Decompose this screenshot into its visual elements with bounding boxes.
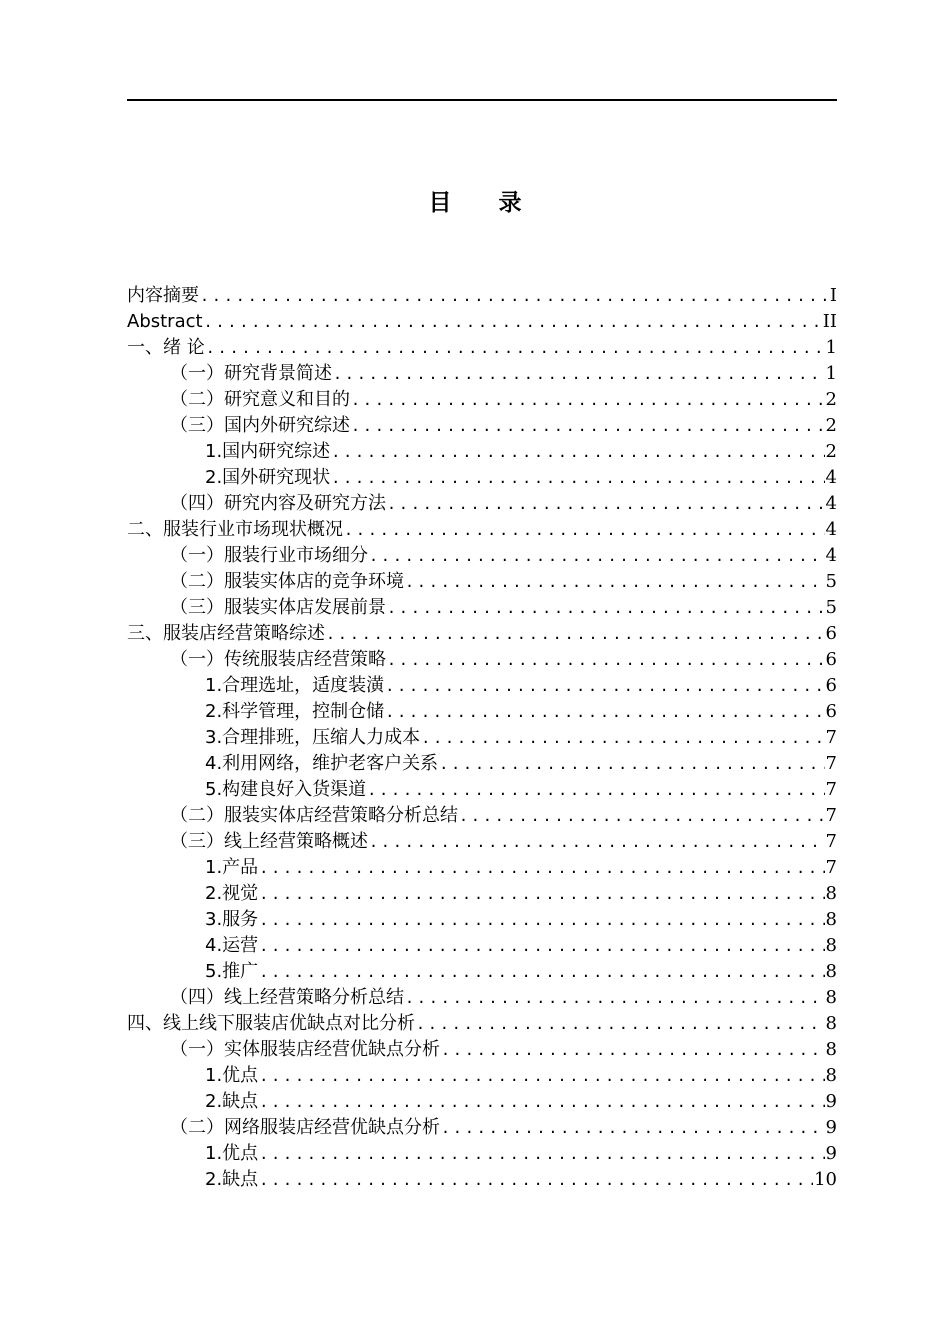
toc-entry-title: 2.缺点 bbox=[205, 1091, 259, 1112]
toc-entry[interactable] bbox=[127, 881, 837, 907]
toc-entry-title: （二）服装实体店经营策略分析总结 bbox=[170, 805, 458, 826]
toc-entry[interactable] bbox=[127, 569, 837, 595]
toc-entry-page: 7 bbox=[825, 831, 837, 852]
toc-entry-title: 1.产品 bbox=[205, 857, 259, 878]
toc-entry-title: 4.利用网络，维护老客户关系 bbox=[205, 753, 439, 774]
toc-entry[interactable] bbox=[127, 1063, 837, 1089]
toc-leader-dots bbox=[439, 751, 824, 777]
toc-entry-page: 4 bbox=[825, 545, 837, 566]
toc-entry[interactable] bbox=[127, 855, 837, 881]
toc-leader-dots bbox=[333, 361, 825, 387]
toc-entry-page: II bbox=[822, 311, 837, 332]
toc-entry-page: 8 bbox=[825, 1039, 837, 1060]
toc-entry[interactable] bbox=[127, 387, 837, 413]
toc-leader-dots bbox=[459, 803, 825, 829]
toc-entry[interactable] bbox=[127, 829, 837, 855]
toc-entry-title: （三）线上经营策略概述 bbox=[170, 831, 368, 852]
toc-entry-title: 2.视觉 bbox=[205, 883, 259, 904]
toc-entry-title: 四、线上线下服装店优缺点对比分析 bbox=[127, 1013, 415, 1034]
toc-entry-title: （一）传统服装店经营策略 bbox=[170, 649, 386, 670]
toc-entry[interactable] bbox=[127, 725, 837, 751]
toc-leader-dots bbox=[405, 985, 825, 1011]
toc-entry[interactable] bbox=[127, 985, 837, 1011]
toc-entry-page: 7 bbox=[825, 805, 837, 826]
toc-entry[interactable] bbox=[127, 1141, 837, 1167]
toc-entry[interactable] bbox=[127, 491, 837, 517]
toc-leader-dots bbox=[344, 517, 825, 543]
toc-leader-dots bbox=[385, 673, 824, 699]
toc-entry[interactable] bbox=[127, 465, 837, 491]
toc-entry[interactable] bbox=[127, 777, 837, 803]
toc-leader-dots bbox=[441, 1115, 825, 1141]
toc-entry[interactable] bbox=[127, 335, 837, 361]
toc-entry-page: 8 bbox=[825, 935, 837, 956]
toc-entry[interactable] bbox=[127, 959, 837, 985]
toc-leader-dots bbox=[441, 1037, 825, 1063]
toc-entry-title: （二）研究意义和目的 bbox=[170, 389, 350, 410]
toc-entry-title: 5.构建良好入货渠道 bbox=[205, 779, 367, 800]
toc-entry-page: 10 bbox=[814, 1169, 837, 1190]
toc-entry-title: （三）服装实体店发展前景 bbox=[170, 597, 386, 618]
toc-entry[interactable] bbox=[127, 673, 837, 699]
toc-entry-page: 8 bbox=[825, 883, 837, 904]
toc-leader-dots bbox=[351, 413, 825, 439]
toc-entry-title: （一）服装行业市场细分 bbox=[170, 545, 368, 566]
toc-entry-page: 2 bbox=[825, 389, 837, 410]
toc-entry[interactable] bbox=[127, 1167, 837, 1193]
toc-entry-page: 6 bbox=[825, 701, 837, 722]
toc-entry-title: 4.运营 bbox=[205, 935, 259, 956]
toc-entry-page: 5 bbox=[825, 597, 837, 618]
toc-entry-title: （三）国内外研究综述 bbox=[170, 415, 350, 436]
toc-entry-title: 一、绪 论 bbox=[127, 337, 205, 358]
toc-entry-title: 1.优点 bbox=[205, 1065, 259, 1086]
toc-entry-page: 2 bbox=[825, 415, 837, 436]
toc-entry-page: 6 bbox=[825, 649, 837, 670]
toc-entry-title: Abstract bbox=[127, 311, 203, 332]
toc-entry[interactable] bbox=[127, 803, 837, 829]
toc-entry-page: 9 bbox=[825, 1091, 837, 1112]
toc-entry[interactable] bbox=[127, 751, 837, 777]
toc-entry-page: 8 bbox=[825, 1065, 837, 1086]
toc-leader-dots bbox=[385, 699, 824, 725]
toc-entry-page: 4 bbox=[825, 493, 837, 514]
toc-leader-dots bbox=[259, 907, 824, 933]
toc-entry[interactable] bbox=[127, 907, 837, 933]
page-title: 目录 bbox=[428, 190, 569, 216]
toc-leader-dots bbox=[259, 933, 824, 959]
toc-entry[interactable] bbox=[127, 517, 837, 543]
toc-entry-page: 7 bbox=[825, 753, 837, 774]
toc-entry[interactable] bbox=[127, 1089, 837, 1115]
toc-entry-title: （四）线上经营策略分析总结 bbox=[170, 987, 404, 1008]
toc-leader-dots bbox=[369, 543, 825, 569]
toc-entry[interactable] bbox=[127, 621, 837, 647]
toc-entry[interactable] bbox=[127, 1037, 837, 1063]
toc-entry-page: 8 bbox=[825, 961, 837, 982]
toc-entry-title: 3.合理排班，压缩人力成本 bbox=[205, 727, 421, 748]
toc-entry-title: 内容摘要 bbox=[127, 285, 199, 306]
header-rule bbox=[127, 99, 837, 101]
toc-entry[interactable] bbox=[127, 699, 837, 725]
toc-leader-dots bbox=[331, 439, 824, 465]
toc-leader-dots bbox=[405, 569, 825, 595]
toc-leader-dots bbox=[259, 1063, 824, 1089]
toc-leader-dots bbox=[421, 725, 824, 751]
toc-entry-page: 1 bbox=[825, 363, 837, 384]
toc-entry-page: 5 bbox=[825, 571, 837, 592]
toc-entry[interactable] bbox=[127, 933, 837, 959]
toc-entry[interactable] bbox=[127, 647, 837, 673]
table-of-contents bbox=[127, 283, 837, 1193]
toc-entry-title: 5.推广 bbox=[205, 961, 259, 982]
toc-entry[interactable] bbox=[127, 1115, 837, 1141]
toc-entry-title: 2.缺点 bbox=[205, 1169, 259, 1190]
toc-entry[interactable] bbox=[127, 413, 837, 439]
toc-leader-dots bbox=[204, 309, 822, 335]
toc-leader-dots bbox=[200, 283, 829, 309]
toc-entry-page: 2 bbox=[825, 441, 837, 462]
toc-entry-title: （二）网络服装店经营优缺点分析 bbox=[170, 1117, 440, 1138]
toc-entry-page: 8 bbox=[825, 1013, 837, 1034]
toc-entry-title: 1.优点 bbox=[205, 1143, 259, 1164]
toc-leader-dots bbox=[416, 1011, 825, 1037]
toc-leader-dots bbox=[259, 881, 824, 907]
toc-entry-title: （一）研究背景简述 bbox=[170, 363, 332, 384]
toc-leader-dots bbox=[387, 595, 825, 621]
toc-entry[interactable] bbox=[127, 595, 837, 621]
toc-leader-dots bbox=[259, 959, 824, 985]
toc-entry-title: 3.服务 bbox=[205, 909, 259, 930]
toc-entry[interactable] bbox=[127, 309, 837, 335]
toc-entry-title: 三、服装店经营策略综述 bbox=[127, 623, 325, 644]
toc-entry-title: 二、服装行业市场现状概况 bbox=[127, 519, 343, 540]
toc-entry-title: 1.合理选址，适度装潢 bbox=[205, 675, 385, 696]
toc-entry-title: 2.科学管理，控制仓储 bbox=[205, 701, 385, 722]
toc-leader-dots bbox=[326, 621, 825, 647]
toc-entry-page: 6 bbox=[825, 675, 837, 696]
toc-entry-title: （二）服装实体店的竞争环境 bbox=[170, 571, 404, 592]
toc-leader-dots bbox=[259, 1141, 824, 1167]
toc-entry-title: （四）研究内容及研究方法 bbox=[170, 493, 386, 514]
toc-leader-dots bbox=[369, 829, 825, 855]
toc-entry-title: （一）实体服装店经营优缺点分析 bbox=[170, 1039, 440, 1060]
toc-leader-dots bbox=[206, 335, 825, 361]
toc-entry-page: 7 bbox=[825, 857, 837, 878]
toc-entry-page: 9 bbox=[825, 1117, 837, 1138]
toc-entry[interactable] bbox=[127, 283, 837, 309]
toc-entry-page: 7 bbox=[825, 779, 837, 800]
toc-entry-page: 4 bbox=[825, 519, 837, 540]
toc-entry-page: 7 bbox=[825, 727, 837, 748]
toc-leader-dots bbox=[387, 491, 825, 517]
toc-entry-page: 8 bbox=[825, 987, 837, 1008]
toc-entry-page: 8 bbox=[825, 909, 837, 930]
toc-entry[interactable] bbox=[127, 439, 837, 465]
toc-entry-title: 2.国外研究现状 bbox=[205, 467, 331, 488]
toc-leader-dots bbox=[259, 1167, 813, 1193]
toc-entry[interactable] bbox=[127, 1011, 837, 1037]
toc-entry-page: 1 bbox=[825, 337, 837, 358]
toc-entry-page: 4 bbox=[825, 467, 837, 488]
toc-leader-dots bbox=[351, 387, 825, 413]
toc-entry-title: 1.国内研究综述 bbox=[205, 441, 331, 462]
toc-entry-page: 6 bbox=[825, 623, 837, 644]
toc-leader-dots bbox=[387, 647, 825, 673]
toc-leader-dots bbox=[367, 777, 824, 803]
toc-leader-dots bbox=[331, 465, 824, 491]
toc-leader-dots bbox=[259, 1089, 824, 1115]
toc-entry-page: I bbox=[829, 285, 837, 306]
toc-entry[interactable] bbox=[127, 361, 837, 387]
toc-entry-page: 9 bbox=[825, 1143, 837, 1164]
toc-leader-dots bbox=[259, 855, 824, 881]
toc-entry[interactable] bbox=[127, 543, 837, 569]
